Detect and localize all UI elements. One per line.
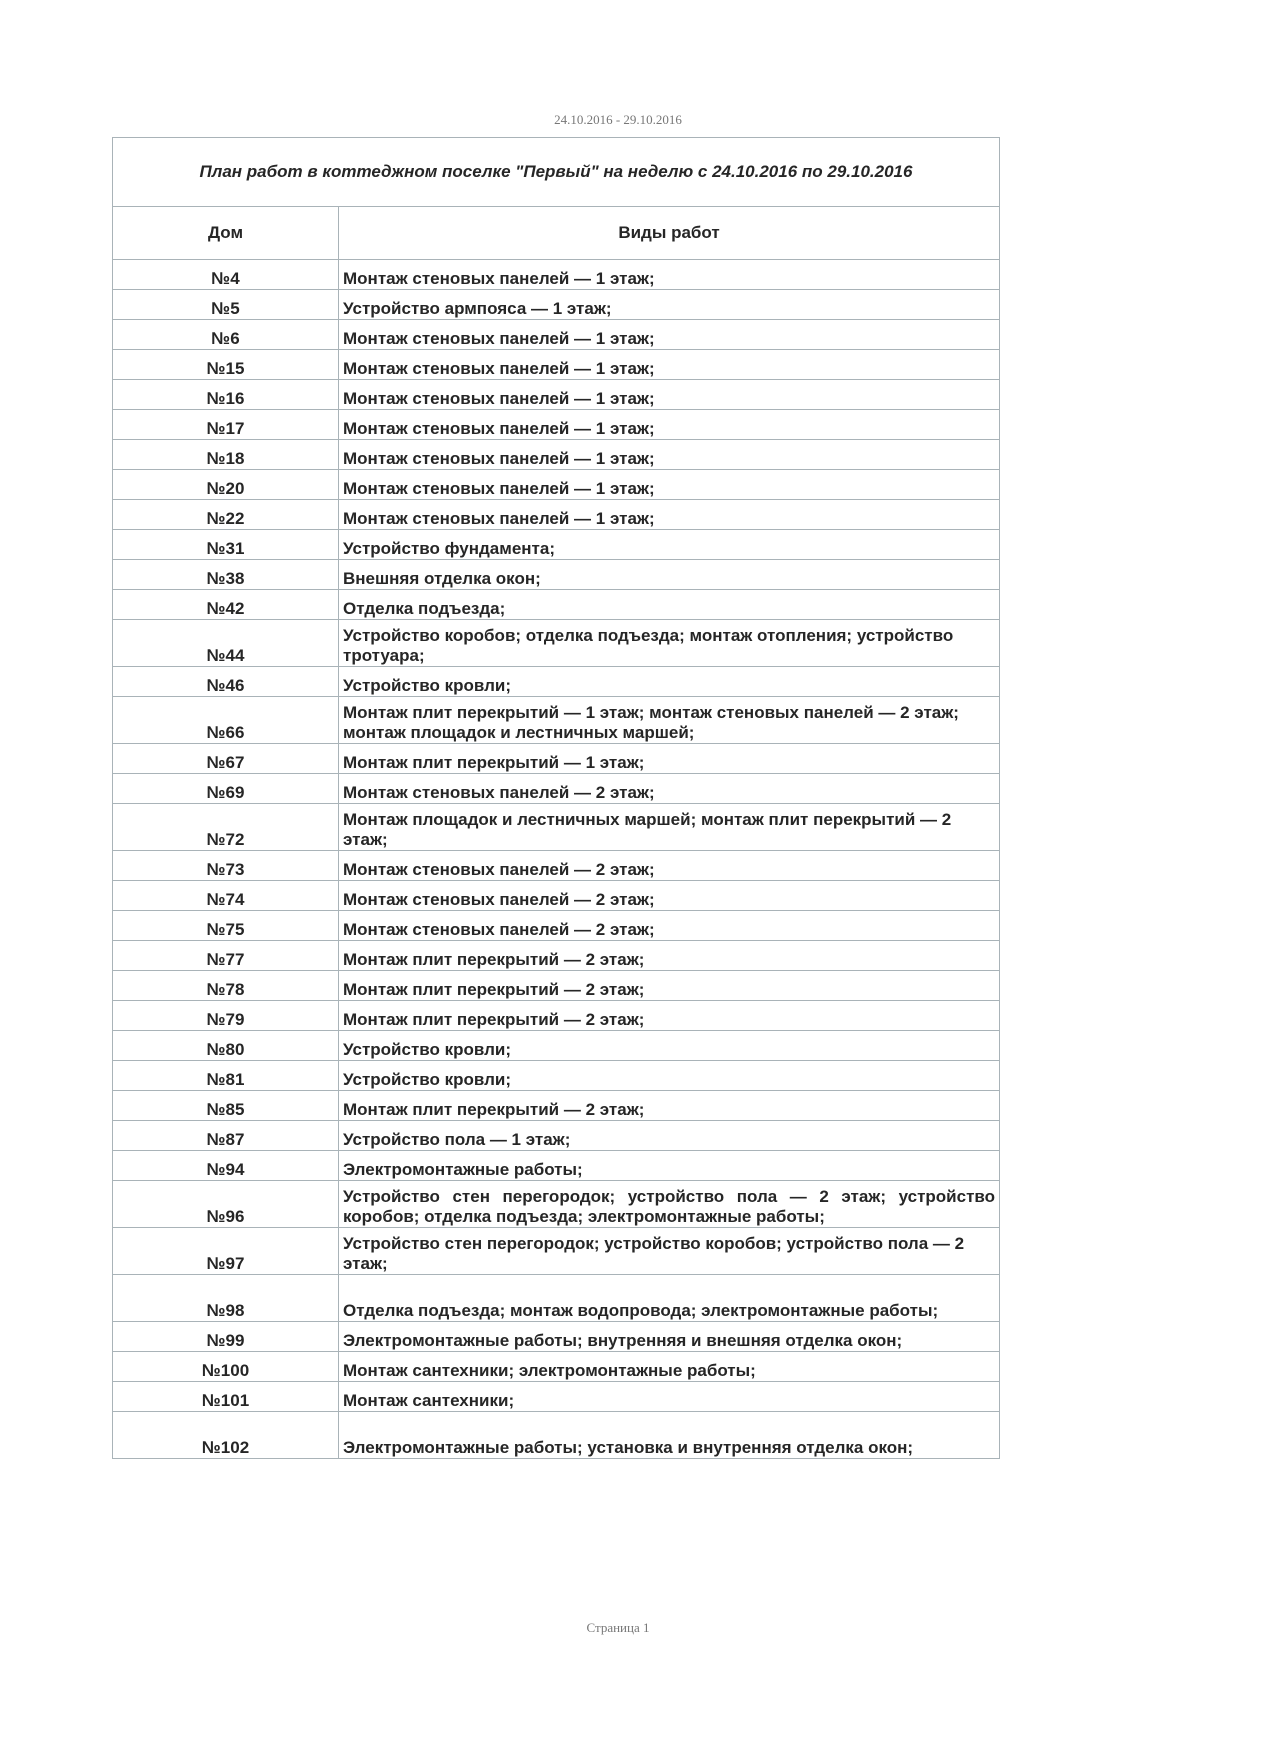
house-number: №31 xyxy=(113,530,339,560)
work-types: Монтаж сантехники; xyxy=(339,1382,1000,1412)
work-types: Отделка подъезда; xyxy=(339,590,1000,620)
table-row xyxy=(113,500,1000,530)
house-number: №5 xyxy=(113,290,339,320)
work-types: Отделка подъезда; монтаж водопровода; электромонтажные работы; xyxy=(339,1275,1000,1322)
work-types: Монтаж стеновых панелей — 1 этаж; xyxy=(339,500,1000,530)
table-row xyxy=(113,440,1000,470)
table-row xyxy=(113,1382,1000,1412)
house-number: №67 xyxy=(113,744,339,774)
page-footer: Страница 1 xyxy=(586,1620,650,1635)
table-row xyxy=(113,1322,1000,1352)
column-header-works: Виды работ xyxy=(339,207,1000,260)
work-plan-table xyxy=(112,137,1000,1459)
page-header-date: 24.10.2016 - 29.10.2016 xyxy=(554,112,682,127)
house-number: №96 xyxy=(113,1181,339,1228)
work-types: Устройство кровли; xyxy=(339,1061,1000,1091)
work-types: Устройство кровли; xyxy=(339,667,1000,697)
table-row xyxy=(113,290,1000,320)
work-types: Монтаж плит перекрытий — 2 этаж; xyxy=(339,941,1000,971)
work-types: Устройство кровли; xyxy=(339,1031,1000,1061)
house-number: №102 xyxy=(113,1412,339,1459)
house-number: №72 xyxy=(113,804,339,851)
work-types: Монтаж стеновых панелей — 2 этаж; xyxy=(339,774,1000,804)
table-row xyxy=(113,804,1000,851)
table-row xyxy=(113,260,1000,290)
table-row xyxy=(113,1031,1000,1061)
table-row xyxy=(113,1061,1000,1091)
work-types: Монтаж стеновых панелей — 1 этаж; xyxy=(339,260,1000,290)
work-types: Электромонтажные работы; внутренняя и внешняя отделка окон; xyxy=(339,1322,1000,1352)
house-number: №101 xyxy=(113,1382,339,1412)
house-number: №78 xyxy=(113,971,339,1001)
table-row xyxy=(113,697,1000,744)
table-row xyxy=(113,941,1000,971)
house-number: №94 xyxy=(113,1151,339,1181)
work-types: Монтаж плит перекрытий — 1 этаж; xyxy=(339,744,1000,774)
work-types: Устройство стен перегородок; устройство пола — 2 этаж; устройство коробов; отделка подъезда; электромонтажные работы; xyxy=(339,1181,1000,1228)
house-number: №16 xyxy=(113,380,339,410)
table-row xyxy=(113,530,1000,560)
house-number: №73 xyxy=(113,851,339,881)
house-number: №18 xyxy=(113,440,339,470)
work-types: Устройство пола — 1 этаж; xyxy=(339,1121,1000,1151)
house-number: №15 xyxy=(113,350,339,380)
house-number: №42 xyxy=(113,590,339,620)
work-types: Монтаж стеновых панелей — 2 этаж; xyxy=(339,881,1000,911)
house-number: №4 xyxy=(113,260,339,290)
house-number: №79 xyxy=(113,1001,339,1031)
table-row xyxy=(113,744,1000,774)
table-row xyxy=(113,1121,1000,1151)
table-row xyxy=(113,1352,1000,1382)
house-number: №98 xyxy=(113,1275,339,1322)
house-number: №99 xyxy=(113,1322,339,1352)
work-types: Монтаж плит перекрытий — 2 этаж; xyxy=(339,1091,1000,1121)
house-number: №85 xyxy=(113,1091,339,1121)
house-number: №66 xyxy=(113,697,339,744)
house-number: №81 xyxy=(113,1061,339,1091)
house-number: №80 xyxy=(113,1031,339,1061)
table-row xyxy=(113,881,1000,911)
work-types: Монтаж плит перекрытий — 2 этаж; xyxy=(339,1001,1000,1031)
table-title-row xyxy=(113,138,1000,207)
table-header-row xyxy=(113,207,1000,260)
house-number: №20 xyxy=(113,470,339,500)
table-row xyxy=(113,1412,1000,1459)
table-row xyxy=(113,911,1000,941)
table-row xyxy=(113,667,1000,697)
house-number: №44 xyxy=(113,620,339,667)
house-number: №100 xyxy=(113,1352,339,1382)
work-types: Монтаж стеновых панелей — 1 этаж; xyxy=(339,410,1000,440)
table-row xyxy=(113,1228,1000,1275)
house-number: №74 xyxy=(113,881,339,911)
table-row xyxy=(113,971,1000,1001)
table-row xyxy=(113,560,1000,590)
table-row xyxy=(113,350,1000,380)
document-title: План работ в коттеджном поселке "Первый" на неделю с 24.10.2016 по 29.10.2016 xyxy=(113,138,1000,207)
house-number: №69 xyxy=(113,774,339,804)
table-row xyxy=(113,1001,1000,1031)
work-types: Монтаж плит перекрытий — 1 этаж; монтаж стеновых панелей — 2 этаж; монтаж площадок и лестничных маршей; xyxy=(339,697,1000,744)
work-types: Монтаж сантехники; электромонтажные работы; xyxy=(339,1352,1000,1382)
table-row xyxy=(113,1181,1000,1228)
work-types: Монтаж стеновых панелей — 1 этаж; xyxy=(339,470,1000,500)
table-row xyxy=(113,590,1000,620)
work-types: Электромонтажные работы; установка и внутренняя отделка окон; xyxy=(339,1412,1000,1459)
house-number: №38 xyxy=(113,560,339,590)
table-row xyxy=(113,620,1000,667)
work-types: Монтаж стеновых панелей — 1 этаж; xyxy=(339,440,1000,470)
house-number: №46 xyxy=(113,667,339,697)
work-types: Монтаж стеновых панелей — 1 этаж; xyxy=(339,380,1000,410)
work-types: Монтаж стеновых панелей — 1 этаж; xyxy=(339,320,1000,350)
work-types: Устройство армпояса — 1 этаж; xyxy=(339,290,1000,320)
table-row xyxy=(113,1275,1000,1322)
table-row xyxy=(113,774,1000,804)
table-row xyxy=(113,851,1000,881)
house-number: №87 xyxy=(113,1121,339,1151)
table-row xyxy=(113,1151,1000,1181)
house-number: №17 xyxy=(113,410,339,440)
house-number: №97 xyxy=(113,1228,339,1275)
work-types: Электромонтажные работы; xyxy=(339,1151,1000,1181)
work-types: Монтаж стеновых панелей — 1 этаж; xyxy=(339,350,1000,380)
table-row xyxy=(113,470,1000,500)
house-number: №6 xyxy=(113,320,339,350)
house-number: №77 xyxy=(113,941,339,971)
house-number: №75 xyxy=(113,911,339,941)
work-types: Устройство стен перегородок; устройство коробов; устройство пола — 2 этаж; xyxy=(339,1228,1000,1275)
table-row xyxy=(113,410,1000,440)
work-types: Устройство коробов; отделка подъезда; монтаж отопления; устройство тротуара; xyxy=(339,620,1000,667)
work-types: Устройство фундамента; xyxy=(339,530,1000,560)
table-row xyxy=(113,380,1000,410)
work-types: Внешняя отделка окон; xyxy=(339,560,1000,590)
work-types: Монтаж площадок и лестничных маршей; монтаж плит перекрытий — 2 этаж; xyxy=(339,804,1000,851)
work-types: Монтаж стеновых панелей — 2 этаж; xyxy=(339,911,1000,941)
table-row xyxy=(113,1091,1000,1121)
work-types: Монтаж стеновых панелей — 2 этаж; xyxy=(339,851,1000,881)
house-number: №22 xyxy=(113,500,339,530)
table-row xyxy=(113,320,1000,350)
work-types: Монтаж плит перекрытий — 2 этаж; xyxy=(339,971,1000,1001)
column-header-house: Дом xyxy=(113,207,339,260)
